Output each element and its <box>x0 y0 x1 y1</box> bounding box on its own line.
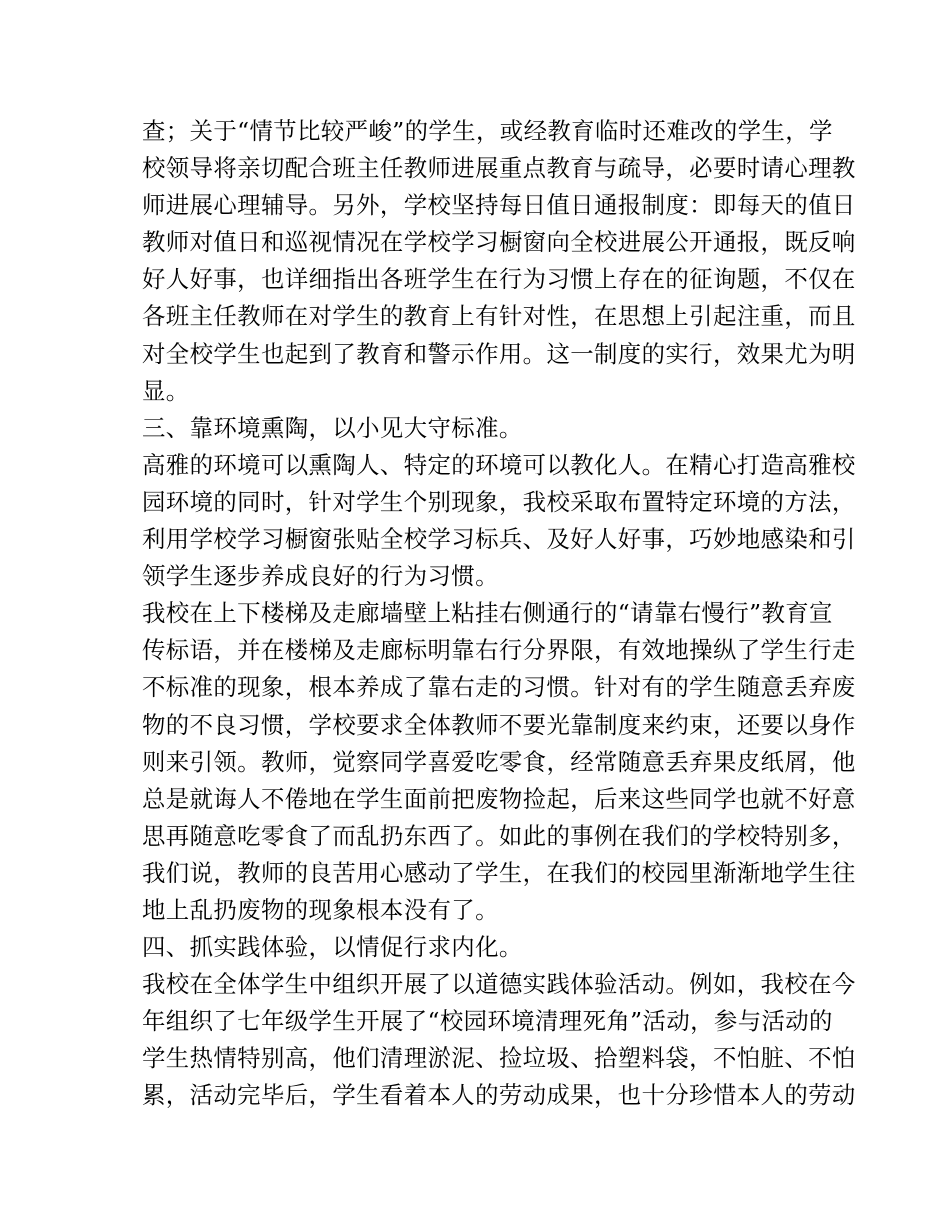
text-line: 累，活动完毕后，学生看着本人的劳动成果，也十分珍惜本人的劳动 <box>142 1081 856 1110</box>
text-line: 年组织了七年级学生开展了“校园环境清理死角”活动，参与活动的 <box>142 1007 833 1036</box>
text-line: 地上乱扔废物的现象根本没有了。 <box>142 895 499 924</box>
text-line: 园环境的同时，针对学生个别现象，我校采取布置特定环境的方法， <box>142 487 856 516</box>
text-line: 不标准的现象，根本养成了靠右走的习惯。针对有的学生随意丢弃废 <box>142 673 856 702</box>
text-line: 思再随意吃零食了而乱扔东西了。如此的事例在我们的学校特别多， <box>142 821 856 850</box>
text-line: 好人好事，也详细指出各班学生在行为习惯上存在的征询题，不仅在 <box>142 265 856 294</box>
text-line: 传标语，并在楼梯及走廊标明靠右行分界限，有效地操纵了学生行走 <box>142 636 856 665</box>
text-line: 学生热情特别高，他们清理淤泥、捡垃圾、拾塑料袋，不怕脏、不怕 <box>142 1044 856 1073</box>
text-line: 对全校学生也起到了教育和警示作用。这一制度的实行，效果尤为明 <box>142 339 856 368</box>
section-heading-3: 三、靠环境熏陶，以小见大守标准。 <box>142 413 523 442</box>
text-line: 利用学校学习橱窗张贴全校学习标兵、及好人好事，巧妙地感染和引 <box>142 525 856 554</box>
text-line: 我校在上下楼梯及走廊墙壁上粘挂右侧通行的“请靠右慢行”教育宣 <box>142 599 833 628</box>
text-line: 我们说，教师的良苦用心感动了学生，在我们的校园里渐渐地学生往 <box>142 858 856 887</box>
text-line: 物的不良习惯，学校要求全体教师不要光靠制度来约束，还要以身作 <box>142 710 856 739</box>
section-heading-4: 四、抓实践体验，以情促行求内化。 <box>142 933 523 962</box>
text-line: 查；关于“情节比较严峻”的学生，或经教育临时还难改的学生，学 <box>142 117 833 145</box>
text-line: 各班主任教师在对学生的教育上有针对性，在思想上引起注重，而且 <box>142 302 856 331</box>
text-line: 教师对值日和巡视情况在学校学习橱窗向全校进展公开通报，既反响 <box>142 228 856 257</box>
text-line: 高雅的环境可以熏陶人、特定的环境可以教化人。在精心打造高雅校 <box>142 450 856 479</box>
text-line: 我校在全体学生中组织开展了以道德实践体验活动。例如，我校在今 <box>142 970 856 999</box>
text-line: 显。 <box>142 376 190 405</box>
body-text <box>142 113 856 1115</box>
text-line: 校领导将亲切配合班主任教师进展重点教育与疏导，必要时请心理教 <box>142 154 856 183</box>
text-line: 师进展心理辅导。另外，学校坚持每日值日通报制度：即每天的值日 <box>142 191 856 220</box>
text-line: 总是就诲人不倦地在学生面前把废物捡起，后来这些同学也就不好意 <box>142 784 856 813</box>
text-line: 则来引领。教师，觉察同学喜爱吃零食，经常随意丢弃果皮纸屑，他 <box>142 747 856 776</box>
text-line: 领学生逐步养成良好的行为习惯。 <box>142 562 499 591</box>
